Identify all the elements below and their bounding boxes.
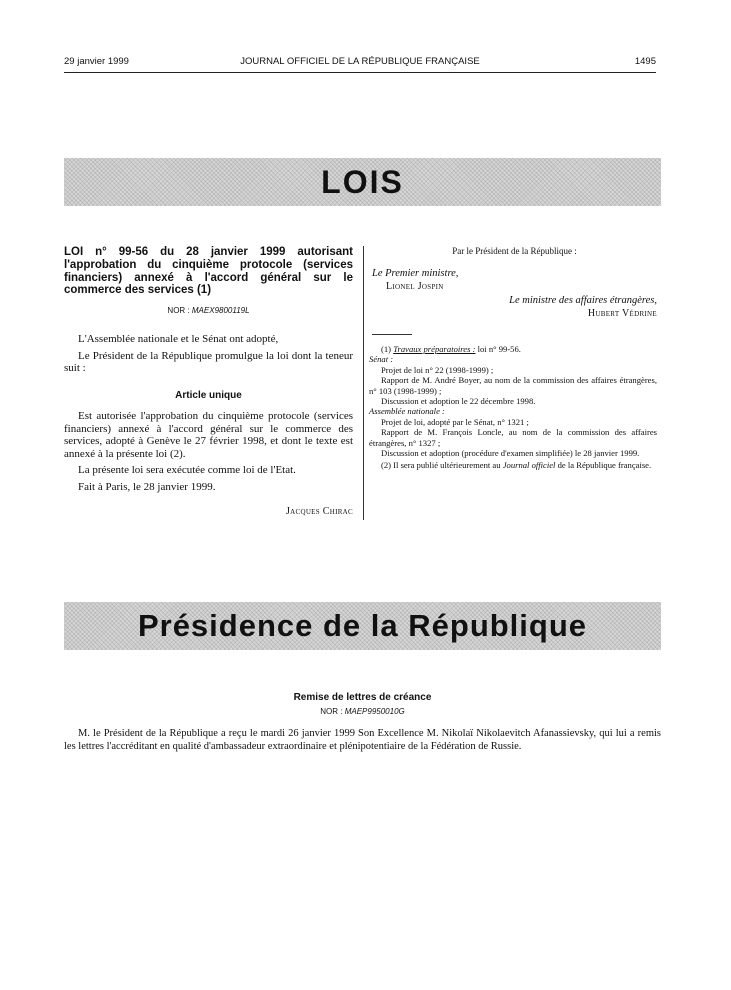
assemblee-label: Assemblée nationale : [369, 406, 445, 417]
footnote-travaux-link[interactable]: Travaux préparatoires : [393, 344, 476, 354]
assemblee-item-1: Projet de loi, adopté par le Sénat, n° 1321 ; [381, 416, 529, 427]
footnote-1-loi: loi n° 99-56. [477, 344, 521, 354]
law-fait-a-paris: Fait à Paris, le 28 janvier 1999. [78, 480, 216, 493]
law-nor-value: MAEX9800119L [191, 306, 250, 315]
footnote-1 [369, 344, 657, 354]
header-date: 29 janvier 1999 [64, 56, 129, 67]
remise-text: M. le Président de la République a reçu le mardi 26 janvier 1999 Son Excellence M. Nikolaï Nikolaevitch Afanassievsky, qui lui a remis les lettres l'accréditant en qualité d'ambassadeur extraordinaire et plénipotentiaire de la Fédération de Russie. [64, 728, 661, 752]
header-journal-title: JOURNAL OFFICIEL DE LA RÉPUBLIQUE FRANÇAISE [240, 56, 480, 67]
footnotes [369, 344, 657, 471]
footnote-rule [372, 334, 412, 335]
section-title-presidence: Présidence de la République [137, 608, 588, 643]
page-header [64, 56, 656, 70]
footnote-2-after: de la République française. [557, 460, 652, 471]
law-execution: La présente loi sera exécutée comme loi de l'Etat. [78, 464, 296, 476]
senat-item-3: Discussion et adoption le 22 décembre 1998. [381, 396, 536, 407]
senat-item-1: Projet de loi n° 22 (1998-1999) ; [381, 364, 494, 375]
article-text: Est autorisée l'approbation du cinquième protocole (services financiers) annexé à l'accord général sur le commerce des services, adopté à Genève le 27 février 1998, et dont le texte est annexé à la présente loi (2). [64, 410, 353, 460]
assemblee-item-3: Discussion et adoption (procédure d'examen simplifiée) le 28 janvier 1999. [381, 448, 640, 459]
law-nor-label: NOR : [167, 306, 190, 315]
section-band-presidence [64, 602, 661, 650]
law-title: LOI n° 99-56 du 28 janvier 1999 autorisant l'approbation du cinquième protocole (services financiers) annexé à l'accord général sur le commerce des services (1) [64, 246, 353, 297]
section-band-lois [64, 158, 661, 206]
prime-minister-name: Lionel Jospin [386, 281, 444, 292]
footnote-2-before: (2) Il sera publié ultérieurement au [381, 460, 501, 471]
footnote-2-journal: Journal officiel [502, 460, 556, 471]
law-para-adopted: L'Assemblée nationale et le Sénat ont adopté, [78, 333, 279, 345]
header-page-number: 1495 [634, 56, 656, 67]
remise-nor-label: NOR : [320, 707, 343, 716]
senat-item-2: Rapport de M. André Boyer, au nom de la commission des affaires étrangères, n° 103 (1998-1999) ; [369, 375, 657, 396]
law-body [64, 410, 353, 493]
footnote-1-marker: (1) [381, 344, 392, 354]
article-heading: Article unique [175, 390, 242, 401]
remise-nor-value: MAEP9950010G [344, 707, 405, 716]
footnote-2 [369, 460, 657, 470]
assemblee-item-2: Rapport de M. François Loncle, au nom de la commission des affaires étrangères, n° 1327 ; [369, 427, 657, 448]
law-preamble [64, 333, 353, 375]
signature-president: Jacques Chirac [285, 506, 353, 517]
senat-label: Sénat : [369, 354, 394, 365]
law-nor [64, 306, 353, 315]
law-para-promulgation: Le Président de la République promulgue la loi dont la teneur suit : [64, 349, 353, 374]
minister-name: Hubert Védrine [587, 308, 657, 319]
par-le-president: Par le Président de la République : [452, 246, 577, 256]
remise-title: Remise de lettres de créance [293, 692, 432, 703]
header-rule [64, 72, 656, 73]
column-divider [363, 246, 364, 520]
section-title-lois: LOIS [321, 164, 404, 200]
prime-minister-title: Le Premier ministre, [372, 268, 459, 279]
remise-nor [64, 707, 661, 716]
minister-title: Le ministre des affaires étrangères, [509, 295, 657, 306]
